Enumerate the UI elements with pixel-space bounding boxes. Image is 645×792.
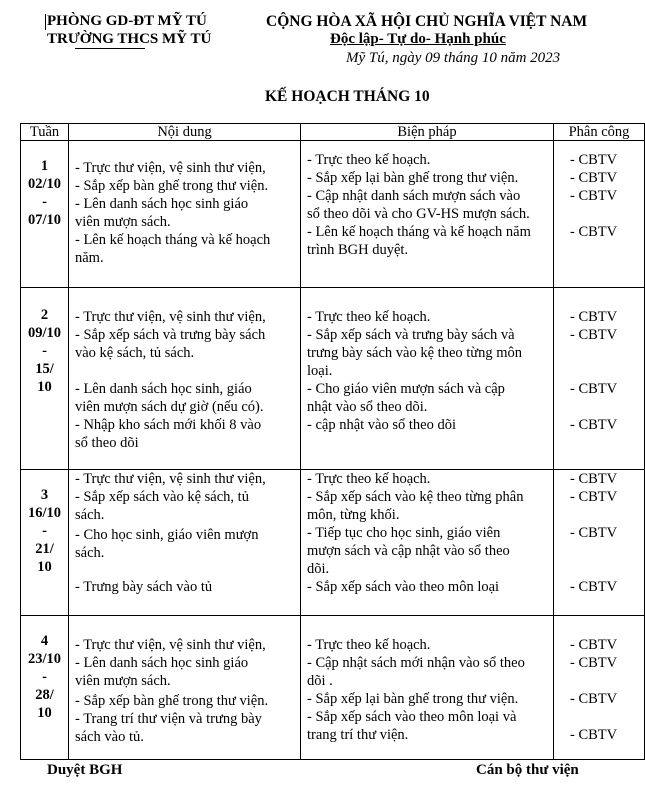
content-cell	[69, 616, 301, 760]
measures-cell	[301, 470, 554, 616]
assign-line: - CBTV	[570, 170, 618, 186]
school-name: TRƯỜNG THCS MỸ TÚ	[47, 31, 212, 47]
week-dash: -	[42, 343, 47, 359]
page-title: KẾ HOẠCH THÁNG 10	[265, 88, 430, 105]
agency-name: PHÒNG GD-ĐT MỸ TÚ	[47, 13, 207, 29]
content-line: - Nhập kho sách mới khối 8 vào	[75, 417, 262, 433]
document-date: Mỹ Tú, ngày 09 tháng 10 năm 2023	[346, 50, 561, 66]
measure-line: nhật vào sổ theo dõi.	[307, 399, 428, 415]
col-assign-header: Phân công	[554, 124, 645, 141]
content-line: - Trực thư viện, vệ sinh thư viện,	[75, 309, 266, 325]
content-line: sách.	[75, 507, 105, 523]
measure-line: - Sắp xếp sách vào theo môn loại	[307, 579, 500, 595]
measure-line: trang trí thư viện.	[307, 727, 409, 743]
measure-line: loại.	[307, 363, 333, 379]
left-margin-mark	[45, 14, 46, 30]
measure-line: - Sắp xếp sách vào theo môn loại và	[307, 709, 517, 725]
assign-line: - CBTV	[570, 525, 618, 541]
measures-cell	[301, 616, 554, 760]
assign-cell	[554, 616, 645, 760]
content-line: viên mượn sách.	[75, 673, 171, 689]
assign-cell	[554, 141, 645, 288]
week-number: 3	[40, 487, 49, 503]
assign-line: - CBTV	[570, 327, 618, 343]
week-end: 15/	[35, 361, 54, 377]
measure-line: - Tiếp tục cho học sinh, giáo viên	[307, 525, 501, 541]
content-line: sách vào tủ.	[75, 729, 144, 745]
week-end: 21/	[35, 541, 54, 557]
assign-line: - CBTV	[570, 727, 618, 743]
week-cell	[21, 141, 69, 288]
col-measures-header: Biện pháp	[301, 124, 554, 141]
table-row	[21, 470, 645, 616]
content-line: - Sắp xếp sách và trưng bày sách	[75, 327, 266, 343]
content-line: năm.	[75, 250, 104, 266]
measure-line: trưng bày sách vào kệ theo từng môn	[307, 345, 523, 361]
school-underline	[75, 48, 145, 49]
week-end-month: 10	[37, 705, 52, 721]
approval-label: Duyệt BGH	[47, 762, 123, 778]
table-row	[21, 616, 645, 760]
content-line: sổ theo dõi	[75, 435, 139, 451]
content-line: - Trực thư viện, vệ sinh thư viện,	[75, 160, 266, 176]
week-end: 28/	[35, 687, 54, 703]
week-cell	[21, 616, 69, 760]
table-row	[21, 141, 645, 288]
national-title: CỘNG HÒA XÃ HỘI CHỦ NGHĨA VIỆT NAM	[266, 13, 588, 30]
measure-line: môn, từng khối.	[307, 507, 400, 523]
measure-line: sổ theo dõi và cho GV-HS mượn sách.	[307, 206, 530, 222]
week-start: 23/10	[27, 651, 62, 667]
assign-line: - CBTV	[570, 381, 618, 397]
measure-line: - Trực theo kế hoạch.	[307, 637, 431, 653]
assign-line: - CBTV	[570, 152, 618, 168]
measures-cell	[301, 141, 554, 288]
assign-line: - CBTV	[570, 188, 618, 204]
week-number: 4	[40, 633, 49, 649]
table-header-row	[21, 124, 645, 141]
content-line: - Trực thư viện, vệ sinh thư viện,	[75, 637, 266, 653]
assign-line: - CBTV	[570, 471, 618, 487]
content-line: - Sắp xếp sách vào kệ sách, tủ	[75, 489, 249, 505]
measure-line: - Sắp xếp lại bàn ghế trong thư viện.	[307, 170, 519, 186]
table-row	[21, 288, 645, 470]
measure-line: - Sắp xếp sách và trưng bày sách và	[307, 327, 515, 343]
motto: Độc lập- Tự do- Hạnh phúc	[330, 31, 506, 47]
col-content-header: Nội dung	[69, 124, 301, 141]
measure-line: - Cập nhật danh sách mượn sách vào	[307, 188, 521, 204]
content-line: - Lên danh sách học sinh giáo	[75, 196, 249, 212]
week-dash: -	[42, 523, 47, 539]
measure-line: - Cho giáo viên mượn sách và cập	[307, 381, 505, 397]
measure-line: - Trực theo kế hoạch.	[307, 471, 431, 487]
week-start: 09/10	[27, 325, 62, 341]
content-line: sách.	[75, 545, 105, 561]
content-line: vào kệ sách, tủ sách.	[75, 345, 195, 361]
assign-cell	[554, 470, 645, 616]
measure-line: - Sắp xếp sách vào kệ theo từng phân	[307, 489, 524, 505]
assign-line: - CBTV	[570, 224, 618, 240]
col-week-header: Tuần	[21, 124, 69, 141]
content-line: - Trực thư viện, vệ sinh thư viện,	[75, 471, 266, 487]
librarian-label: Cán bộ thư viện	[476, 762, 579, 778]
assign-line: - CBTV	[570, 691, 618, 707]
measure-line: - cập nhật vào sổ theo dõi	[307, 417, 456, 433]
content-line: viên mượn sách.	[75, 214, 171, 230]
content-line: - Sắp xếp bàn ghế trong thư viện.	[75, 693, 269, 709]
week-end-month: 10	[37, 559, 52, 575]
week-cell	[21, 288, 69, 470]
content-line: - Trưng bày sách vào tủ	[75, 579, 213, 595]
content-line: - Lên danh sách học sinh, giáo	[75, 381, 252, 397]
measure-line: - Cập nhật sách mới nhận vào sổ theo	[307, 655, 525, 671]
measure-line: - Trực theo kế hoạch.	[307, 152, 431, 168]
content-cell	[69, 288, 301, 470]
measure-line: - Sắp xếp lại bàn ghế trong thư viện.	[307, 691, 519, 707]
content-line: viên mượn sách dự giờ (nếu có).	[75, 399, 264, 415]
measure-line: - Lên kế hoạch tháng và kế hoạch năm	[307, 224, 531, 240]
content-line: - Sắp xếp bàn ghế trong thư viện.	[75, 178, 269, 194]
week-number: 2	[40, 307, 49, 323]
measure-line: dõi .	[307, 673, 333, 689]
measure-line: dõi.	[307, 561, 330, 577]
assign-line: - CBTV	[570, 417, 618, 433]
measures-cell	[301, 288, 554, 470]
assign-line: - CBTV	[570, 579, 618, 595]
measure-line: mượn sách và cập nhật vào sổ theo	[307, 543, 510, 559]
content-line: - Trang trí thư viện và trưng bày	[75, 711, 262, 727]
week-start: 16/10	[27, 505, 62, 521]
assign-line: - CBTV	[570, 309, 618, 325]
content-line: - Lên kế hoạch tháng và kế hoạch	[75, 232, 271, 248]
measure-line: - Trực theo kế hoạch.	[307, 309, 431, 325]
week-start: 02/10	[27, 176, 62, 192]
assign-cell	[554, 288, 645, 470]
week-number: 1	[40, 158, 49, 174]
week-end-month: 10	[37, 379, 52, 395]
content-line: - Lên danh sách học sinh giáo	[75, 655, 249, 671]
assign-line: - CBTV	[570, 489, 618, 505]
assign-line: - CBTV	[570, 637, 618, 653]
week-cell	[21, 470, 69, 616]
week-dash: -	[42, 669, 47, 685]
content-cell	[69, 141, 301, 288]
measure-line: trình BGH duyệt.	[307, 242, 409, 258]
plan-table	[20, 123, 645, 760]
week-dash: -	[42, 194, 47, 210]
content-line: - Cho học sinh, giáo viên mượn	[75, 527, 259, 543]
week-end: 07/10	[27, 212, 62, 228]
content-cell	[69, 470, 301, 616]
assign-line: - CBTV	[570, 655, 618, 671]
